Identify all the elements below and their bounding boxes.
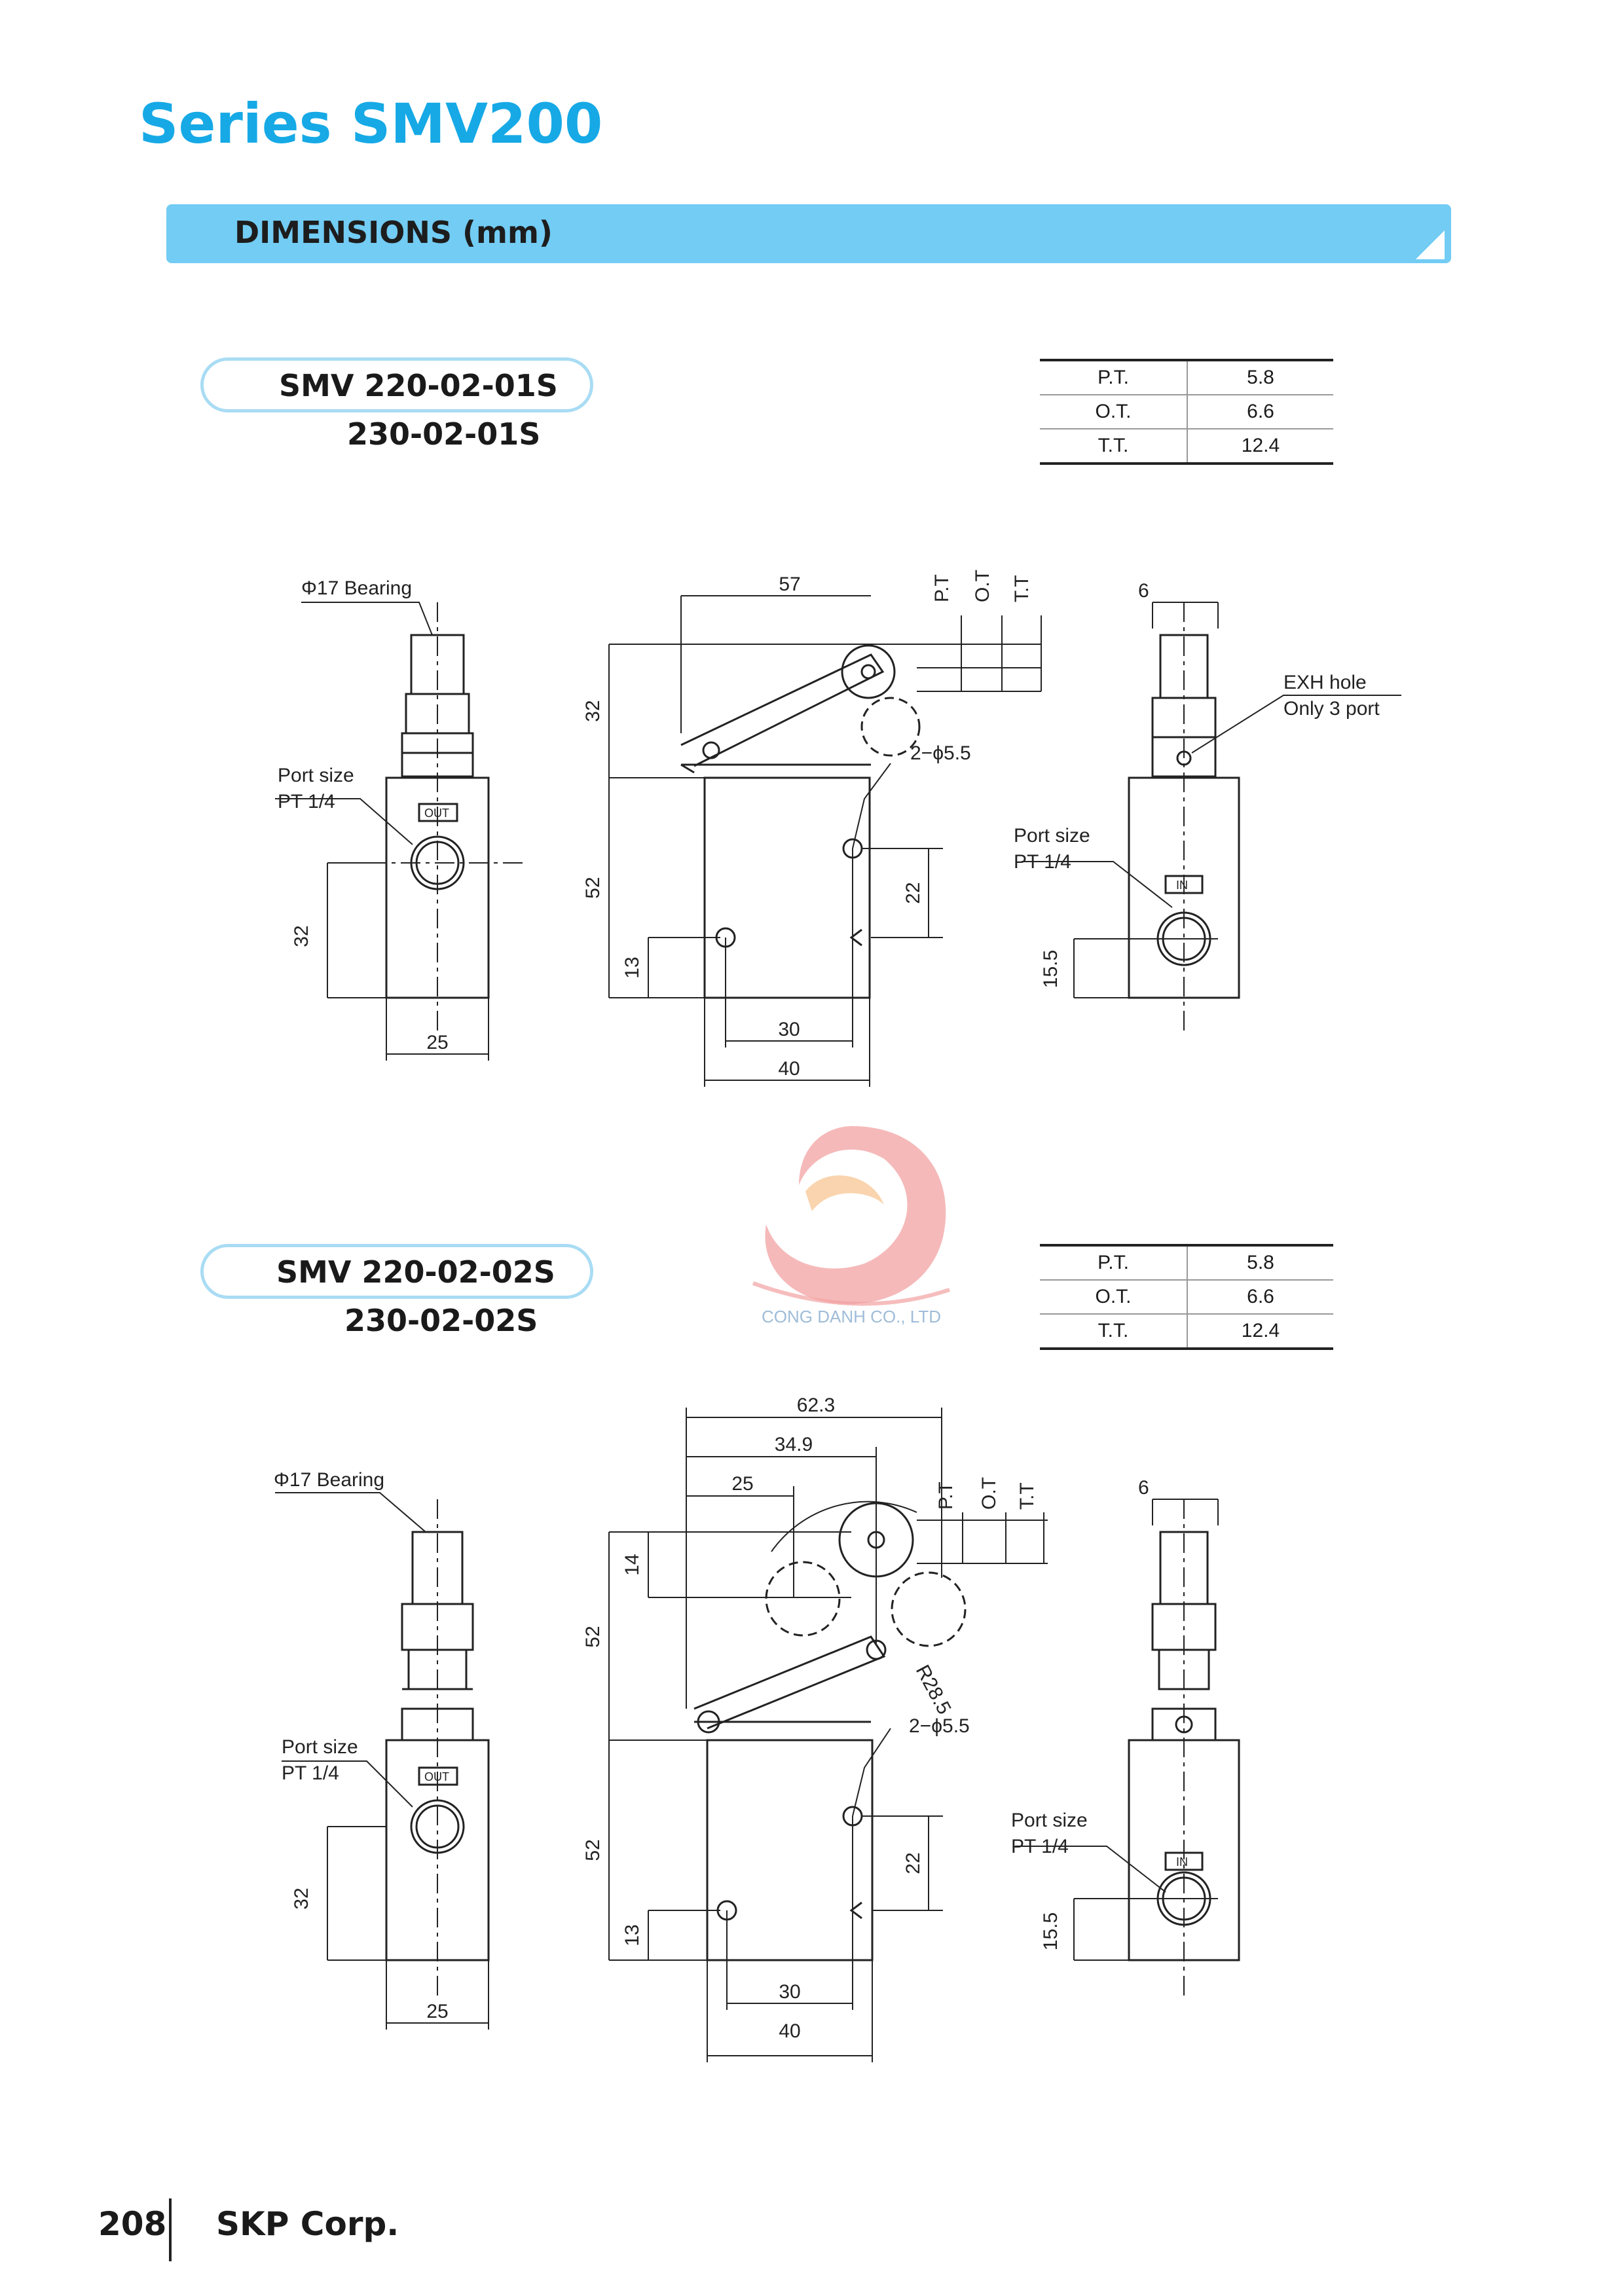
model-2-front-mid: 34.9	[774, 1434, 813, 1455]
model-1-only3-label: Only 3 port	[1283, 698, 1380, 720]
model-2-front-width: 40	[779, 2020, 801, 2042]
model-1-drawing	[0, 537, 1624, 1113]
corner-triangle-icon	[1416, 230, 1445, 259]
table-row: P.T. 5.8	[1040, 1245, 1333, 1280]
model-1-front-hole-pitch: 30	[778, 1019, 800, 1040]
watermark-logo	[727, 1113, 976, 1329]
model-2-front-hole-bottom: 13	[621, 1924, 643, 1946]
model-2-side-port-thread: PT 1/4	[1011, 1836, 1069, 1857]
model-1-front-hole-bottom: 13	[621, 957, 643, 979]
model-2-spec-table	[1040, 1244, 1333, 1350]
table-row: T.T. 12.4	[1040, 1314, 1333, 1349]
model-2-front-hole-pitch-v: 22	[902, 1852, 924, 1874]
model-1-exh-label: EXH hole	[1283, 672, 1367, 693]
model-1-port-thread-label: PT 1/4	[278, 791, 335, 812]
model-2-alt-name: 230-02-02S	[344, 1303, 538, 1338]
watermark-text: CONG DANH CO., LTD	[762, 1307, 941, 1326]
model-2-bearing-label: Φ17 Bearing	[274, 1469, 385, 1491]
model-2-out-label: OUT	[424, 1770, 449, 1783]
model-2-left-height: 32	[291, 1887, 312, 1910]
model-1-front-lever-height: 32	[582, 700, 604, 722]
model-1-in-label: IN	[1176, 879, 1188, 892]
model-2-left-width: 25	[426, 2001, 449, 2022]
model-2-name: SMV 220-02-02S	[276, 1254, 555, 1290]
model-1-out-label: OUT	[424, 807, 449, 820]
model-2-side-port-height: 15.5	[1040, 1912, 1061, 1951]
table-row: P.T. 5.8	[1040, 360, 1333, 395]
model-2-radius-label: R28.5	[911, 1661, 955, 1718]
table-row: O.T. 6.6	[1040, 395, 1333, 429]
model-1-side-top: 6	[1138, 580, 1149, 602]
table-row: O.T. 6.6	[1040, 1280, 1333, 1314]
model-2-front-overall: 62.3	[796, 1394, 836, 1416]
model-1-side-port-thread: PT 1/4	[1014, 851, 1071, 873]
model-2-front-inner: 25	[731, 1473, 754, 1495]
section-title: DIMENSIONS (mm)	[234, 215, 553, 250]
model-2-front-roller: 14	[621, 1554, 643, 1576]
model-1-bearing-label: Φ17 Bearing	[301, 577, 413, 599]
model-2-drawing	[0, 1381, 1624, 2075]
series-title: Series SMV200	[139, 92, 603, 156]
model-1-left-height: 32	[291, 925, 312, 947]
model-2-ot-label: O.T	[978, 1477, 1000, 1510]
company-name: SKP Corp.	[216, 2205, 399, 2243]
model-2-pt-label: P.T	[935, 1482, 957, 1510]
model-1-front-body-height: 52	[582, 877, 604, 899]
model-2-front-lever-height: 52	[582, 1626, 604, 1648]
footer-divider	[169, 2198, 172, 2261]
model-1-front-width: 40	[778, 1058, 800, 1080]
model-1-spec-table	[1040, 359, 1333, 465]
model-1-front-hole-pitch-v: 22	[902, 882, 924, 904]
model-1-alt-name: 230-02-01S	[347, 416, 541, 452]
model-1-side-port-height: 15.5	[1040, 949, 1061, 989]
model-1-ot-label: O.T	[972, 570, 993, 602]
model-1-side-port-size: Port size	[1014, 825, 1090, 847]
model-1-left-width: 25	[426, 1032, 449, 1053]
model-2-side-port-size: Port size	[1011, 1810, 1088, 1831]
model-1-port-size-label: Port size	[278, 765, 354, 786]
model-2-holes-label: 2−ϕ5.5	[909, 1715, 970, 1737]
page-number: 208	[98, 2205, 167, 2243]
model-2-front-hole-pitch: 30	[779, 1981, 801, 2003]
model-1-pt-label: P.T	[931, 574, 953, 602]
table-row: T.T. 12.4	[1040, 429, 1333, 464]
model-1-name: SMV 220-02-01S	[279, 368, 558, 403]
dimensions-section-bar	[166, 204, 1451, 263]
model-2-tt-label: T.T	[1016, 1482, 1038, 1510]
model-2-port-thread-label: PT 1/4	[282, 1762, 339, 1784]
model-2-in-label: IN	[1176, 1855, 1188, 1868]
model-2-side-top: 6	[1138, 1477, 1149, 1499]
model-2-front-body-height: 52	[582, 1839, 604, 1861]
model-1-front-top: 57	[779, 574, 801, 595]
model-2-port-size-label: Port size	[282, 1736, 358, 1758]
model-1-holes-label: 2−ϕ5.5	[910, 742, 971, 764]
model-1-tt-label: T.T	[1011, 575, 1033, 602]
